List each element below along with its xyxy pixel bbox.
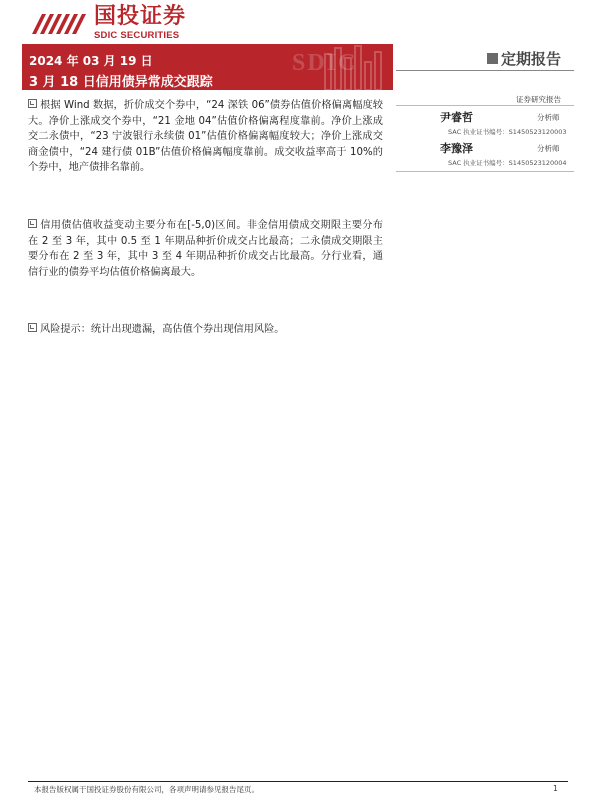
page-number: 1 — [553, 784, 558, 793]
report-type-heading — [487, 48, 561, 69]
analyst-role: 分析师 — [537, 113, 560, 122]
logo-english-name: SDIC SECURITIES — [94, 30, 180, 41]
banner-watermark: SDIC — [292, 50, 358, 76]
report-date: 2024 年 03 月 19 日 — [29, 54, 153, 68]
company-logo — [30, 6, 186, 41]
summary-paragraph — [28, 218, 383, 280]
summary-paragraph — [28, 98, 383, 176]
logo-chinese-name: 国投证券 — [94, 4, 187, 29]
checkbox-bullet-icon — [28, 219, 37, 228]
sidebar-divider — [396, 171, 574, 172]
analyst-sac-number: SAC 执业证书编号：S1450523120003 — [448, 128, 567, 136]
report-type-icon — [487, 53, 498, 64]
footer-divider — [28, 781, 568, 782]
analyst-name: 李豫泽 — [440, 142, 473, 155]
paragraph-text: 风险提示：统计出现遗漏，高估值个券出现信用风险。 — [40, 324, 285, 335]
analyst-sac-number: SAC 执业证书编号：S1450523120004 — [448, 159, 567, 167]
analyst-role: 分析师 — [537, 144, 560, 153]
analyst-name: 尹睿哲 — [440, 111, 473, 124]
sidebar-divider — [396, 70, 574, 71]
sdic-logo-icon — [30, 10, 88, 36]
report-type-label: 定期报告 — [501, 50, 562, 68]
report-category: 证券研究报告 — [516, 95, 561, 104]
sidebar-divider — [396, 105, 574, 106]
risk-warning-paragraph — [28, 322, 383, 338]
paragraph-text: 信用债估值收益变动主要分布在[-5,0)区间。非金信用债成交期限主要分布在 2 至 3 年，其中 0.5 至 1 年期品种折价成交占比最高；二永债成交期限主要分布在 2 至 3 年，其中 3 至 4 年期品种折价成交占比最高。分行业看，通信行业的债券平均估值价格偏离最大。 — [28, 220, 383, 278]
banner-decoration-icon — [317, 44, 387, 90]
report-title: 3 月 18 日信用债异常成交跟踪 — [29, 75, 213, 90]
title-banner — [22, 44, 393, 90]
checkbox-bullet-icon — [28, 323, 37, 332]
footer-disclaimer: 本报告版权属于国投证券股份有限公司，各项声明请参见报告尾页。 — [34, 785, 259, 794]
paragraph-text: 根据 Wind 数据，折价成交个券中，“24 深铁 06”债券估值价格偏离幅度较大。净价上涨成交个券中，“21 金地 04”估值价格偏离程度靠前。净价上涨成交二永债中，“23 宁波银行永续债 01”估值价格偏离幅度较大；净价上涨成交商金债中，“24 建行债 01B”估值价格偏离幅度靠前。成交收益率高于 10%的个券中，地产债排名靠前。 — [28, 100, 383, 173]
checkbox-bullet-icon — [28, 99, 37, 108]
